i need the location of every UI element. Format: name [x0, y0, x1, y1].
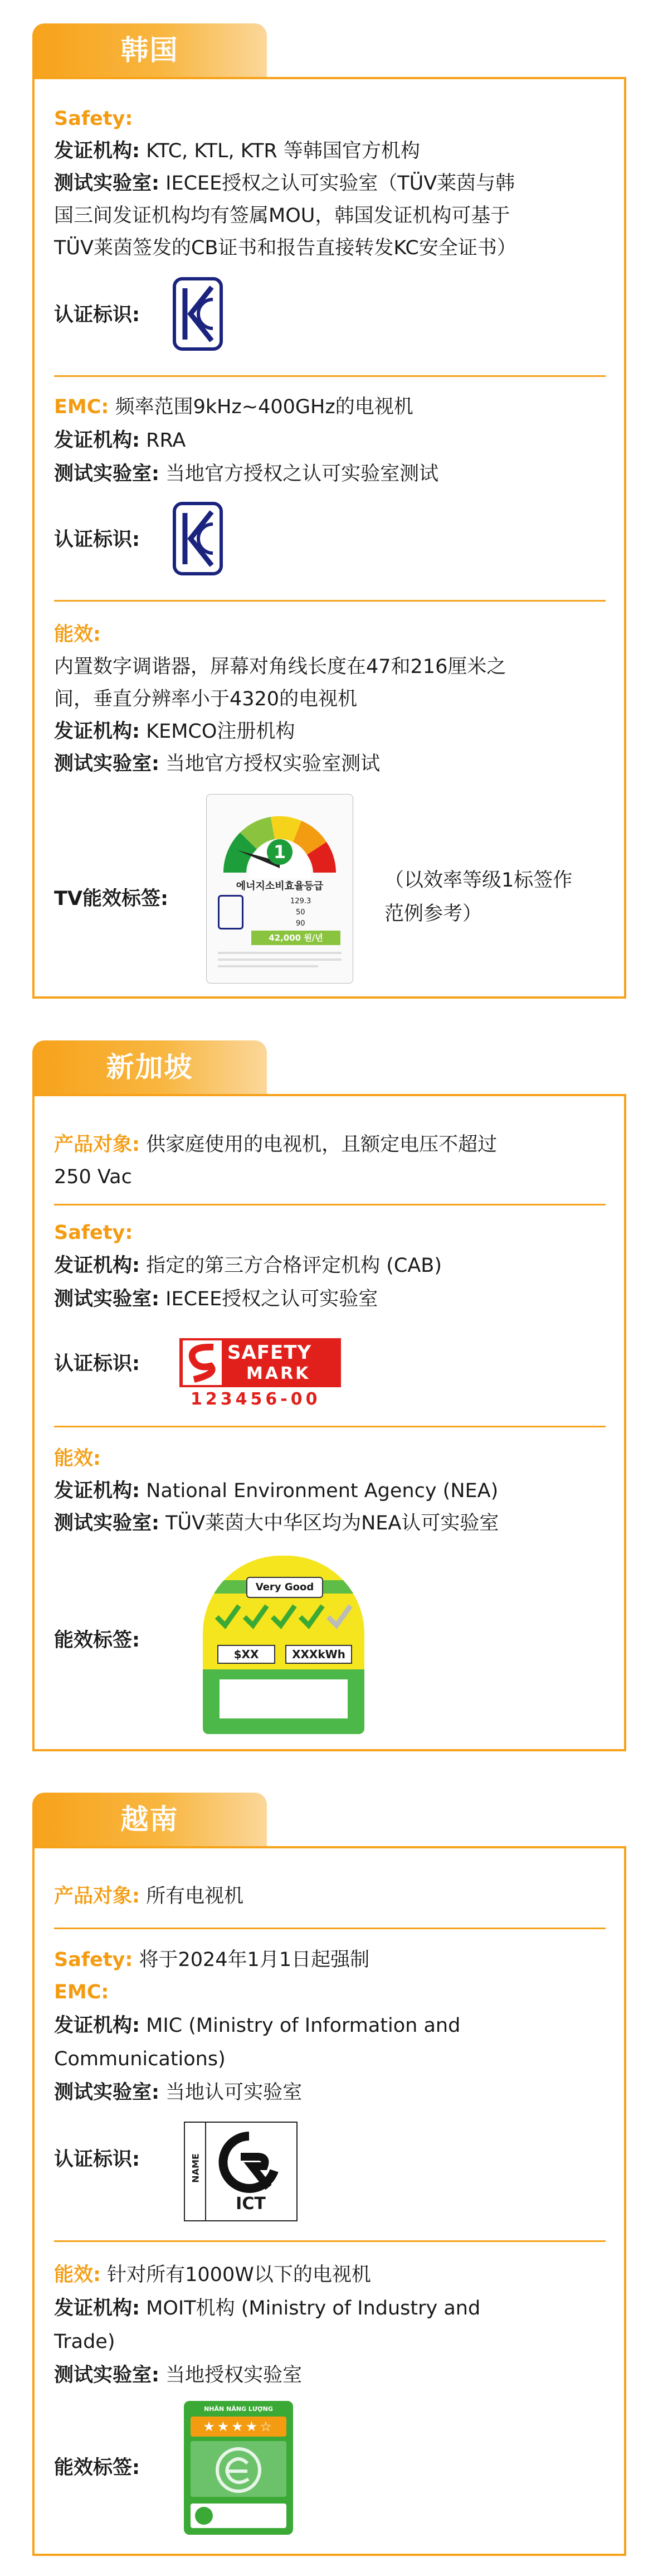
- korea-tab-title: 韩国: [120, 34, 179, 66]
- kc-mark-icon: [218, 895, 243, 929]
- sg-eff-head: 能效:: [54, 1447, 101, 1470]
- sg-eff-org: 发证机构: National Environment Agency (NEA): [54, 1480, 499, 1502]
- vn-label-title: NHÃN NĂNG LƯỢNG: [204, 2405, 273, 2413]
- korea-tv-label: TV能效标签:: [54, 888, 168, 910]
- korea-emc-head: EMC: 频率范围9kHz~400GHz的电视机: [54, 396, 413, 418]
- korea-separator-1: [54, 375, 606, 377]
- sg-cert-label: 认证标识:: [54, 1353, 140, 1375]
- sg-label-kwh: XXXkWh: [285, 1645, 352, 1664]
- sg-eff-lab: 测试实验室: TÜV莱茵大中华区均为NEA认可实验室: [54, 1512, 499, 1534]
- vn-eff-org-2: Trade): [54, 2331, 115, 2353]
- label-rule: [218, 958, 342, 961]
- korea-safety-lab-2: 国三间发证机构均有签属MOU，韩国发证机构可基于: [54, 205, 510, 227]
- vn-org: 发证机构: MIC (Ministry of Information and: [54, 2015, 461, 2037]
- korea-eff-org: 发证机构: KEMCO注册机构: [54, 720, 295, 743]
- vn-eff-lab: 测试实验室: 当地授权实验室: [54, 2364, 303, 2386]
- vn-eff-mark-label: 能效标签:: [54, 2457, 140, 2479]
- sg-mark-l1: SAFETY: [227, 1342, 312, 1364]
- korea-label-value-3: 90: [296, 919, 305, 928]
- label-rule: [218, 952, 342, 954]
- kc-mark-icon: [173, 277, 223, 351]
- sg-energy-label: [203, 1556, 364, 1734]
- sg-separator-1: [54, 1204, 606, 1205]
- vn-cr-mark: [184, 2122, 298, 2221]
- korea-safety-head: Safety:: [54, 108, 133, 130]
- korea-note-2: 范例参考）: [384, 903, 482, 925]
- vn-energy-label: [184, 2401, 293, 2535]
- sg-product-2: 250 Vac: [54, 1166, 132, 1188]
- vn-eff: 能效: 针对所有1000W以下的电视机: [54, 2264, 371, 2286]
- vn-cr-name: NAME: [190, 2153, 201, 2183]
- korea-cert-label-2: 认证标识:: [54, 529, 140, 551]
- sg-mark-l2: MARK: [246, 1364, 311, 1383]
- vietnam-tab-title: 越南: [120, 1803, 179, 1836]
- vn-lab: 测试实验室: 当地认可实验室: [54, 2081, 303, 2104]
- vn-safety: Safety: 将于2024年1月1日起强制: [54, 1949, 370, 1971]
- korea-eff-desc-2: 间，垂直分辨率小于4320的电视机: [54, 688, 358, 710]
- korea-label-value-1: 129.3: [290, 897, 311, 906]
- sg-eff-mark-label: 能效标签:: [54, 1629, 140, 1652]
- korea-tab: [32, 23, 267, 77]
- sg-product: 产品对象: 供家庭使用的电视机，且额定电压不超过: [54, 1134, 498, 1156]
- vn-product: 产品对象: 所有电视机: [54, 1885, 244, 1907]
- singapore-tab: [32, 1040, 267, 1094]
- korea-safety-lab-3: TÜV莱茵签发的CB证书和报告直接转发KC安全证书）: [54, 237, 516, 259]
- vn-org-2: Communications): [54, 2048, 226, 2070]
- korea-energy-label: [206, 794, 353, 984]
- vn-cert-label: 认证标识:: [54, 2148, 140, 2171]
- vn-label-seal-icon: [195, 2507, 213, 2525]
- korea-label-cost: 42,000 원/년: [251, 931, 340, 945]
- tick-rating-icon: [214, 1600, 353, 1634]
- korea-note-1: （以效率等级1标签作: [384, 869, 573, 892]
- singapore-tab-title: 新加坡: [106, 1051, 193, 1083]
- korea-eff-desc-1: 内置数字调谐器，屏幕对角线长度在47和216厘米之: [54, 656, 506, 678]
- sg-safety-head: Safety:: [54, 1222, 133, 1244]
- vn-separator-2: [54, 2240, 606, 2242]
- sg-safety-org: 发证机构: 指定的第三方合格评定机构 (CAB): [54, 1255, 442, 1277]
- star-rating-icon: ★★★★☆: [191, 2417, 286, 2437]
- korea-eff-head: 能效:: [54, 623, 101, 646]
- label-rule: [218, 965, 318, 967]
- sg-label-rating: Very Good: [246, 1577, 323, 1598]
- energy-e-icon: [215, 2447, 262, 2493]
- sg-mark-number: 123456-00: [191, 1389, 321, 1409]
- korea-label-grade: 1: [267, 839, 293, 865]
- korea-eff-lab: 测试实验室: 当地官方授权实验室测试: [54, 753, 381, 775]
- sg-safety-lab: 测试实验室: IECEE授权之认可实验室: [54, 1288, 378, 1310]
- korea-label-value-2: 50: [296, 908, 305, 917]
- sg-separator-2: [54, 1426, 606, 1427]
- cr-logo-icon: [218, 2132, 280, 2193]
- efficiency-gauge-icon: [207, 795, 353, 878]
- korea-separator-2: [54, 600, 606, 602]
- sg-label-info-box: [220, 1679, 348, 1718]
- korea-emc-lab: 测试实验室: 当地官方授权之认可实验室测试: [54, 463, 439, 485]
- vn-cr-ict: ICT: [236, 2194, 266, 2214]
- vn-eff-org: 发证机构: MOIT机构 (Ministry of Industry and: [54, 2297, 481, 2320]
- vn-emc-head: EMC:: [54, 1981, 109, 2003]
- korea-safety-org: 发证机构: KTC, KTL, KTR 等韩国官方机构: [54, 140, 420, 162]
- kc-mark-icon: [173, 502, 223, 575]
- korea-safety-lab: 测试实验室: IECEE授权之认可实验室（TÜV莱茵与韩: [54, 172, 515, 195]
- vietnam-tab: [32, 1793, 267, 1846]
- korea-emc-org: 发证机构: RRA: [54, 429, 186, 452]
- sg-safety-mark: [179, 1338, 341, 1410]
- safety-s-icon: [183, 1340, 222, 1385]
- sg-label-cost: $XX: [217, 1645, 275, 1664]
- korea-label-title: 에너지소비효율등급: [236, 880, 324, 892]
- korea-cert-label-1: 认证标识:: [54, 304, 140, 326]
- vn-separator-1: [54, 1928, 606, 1929]
